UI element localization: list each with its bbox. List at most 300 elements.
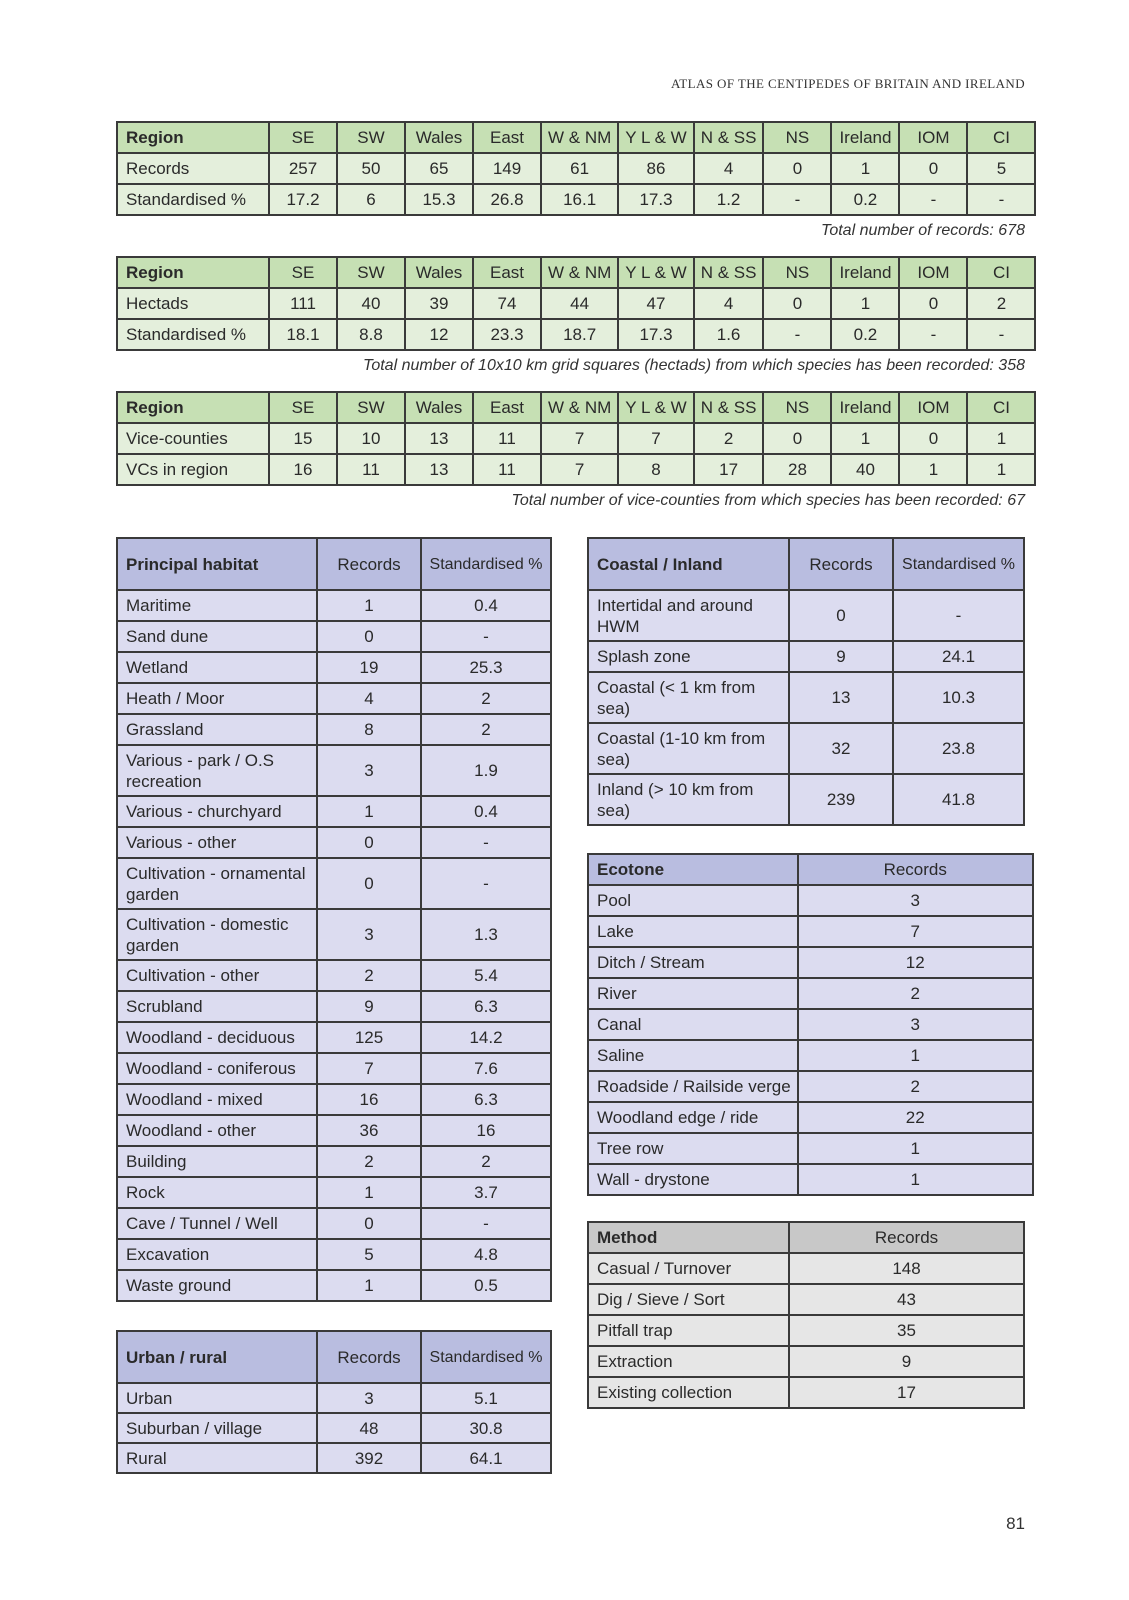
row-label: Various - other	[117, 827, 317, 858]
table-row	[588, 590, 1024, 641]
table-cell: 0	[899, 153, 967, 184]
table-cell: 3	[798, 885, 1033, 916]
col-header: N & SS	[694, 257, 764, 288]
table-cell: 17.3	[618, 184, 693, 215]
table-cell: 7	[541, 423, 618, 454]
table-row	[117, 858, 551, 909]
table-cell: 36	[317, 1115, 421, 1146]
row-label: Extraction	[588, 1346, 789, 1377]
table-cell: 1	[317, 590, 421, 621]
table-cell: 3.7	[421, 1177, 551, 1208]
row-label: Ditch / Stream	[588, 947, 798, 978]
table-row	[117, 745, 551, 796]
col-header: SW	[337, 257, 405, 288]
total-records-note: Total number of records: 678	[821, 222, 1025, 239]
table-cell: 1	[967, 423, 1035, 454]
table-cell: 2	[798, 1071, 1033, 1102]
table-row	[588, 1133, 1033, 1164]
table-cell: 9	[789, 1346, 1024, 1377]
table-cell: 0	[763, 288, 831, 319]
row-label: Maritime	[117, 590, 317, 621]
table-row	[117, 621, 551, 652]
table-cell: 4.8	[421, 1239, 551, 1270]
col-header: Y L & W	[618, 257, 693, 288]
table-row	[117, 1084, 551, 1115]
row-label: Various - park / O.S recreation	[117, 745, 317, 796]
row-label: VCs in region	[117, 454, 269, 485]
table-cell: 5	[967, 153, 1035, 184]
table-cell: 17.3	[618, 319, 693, 350]
row-label: Rural	[117, 1443, 317, 1473]
header-label: Region	[117, 257, 269, 288]
table-cell: 7.6	[421, 1053, 551, 1084]
table-cell: 30.8	[421, 1413, 551, 1443]
row-label: Waste ground	[117, 1270, 317, 1301]
table-cell: 65	[405, 153, 473, 184]
table-header-row	[117, 122, 1035, 153]
table-row	[588, 978, 1033, 1009]
table-cell: 13	[789, 672, 893, 723]
table-cell: -	[899, 319, 967, 350]
col-header: IOM	[899, 392, 967, 423]
table-cell: 61	[541, 153, 618, 184]
col-header: Ireland	[831, 257, 899, 288]
table-cell: 44	[541, 288, 618, 319]
table-cell: 17	[789, 1377, 1024, 1408]
col-header: Records	[317, 1331, 421, 1383]
table-cell: 10.3	[893, 672, 1024, 723]
table-cell: 3	[317, 1383, 421, 1413]
header-label: Region	[117, 122, 269, 153]
region-hectads-table	[116, 256, 1036, 351]
table-cell: 0.4	[421, 796, 551, 827]
table-row	[588, 1009, 1033, 1040]
table-cell: 0.2	[831, 184, 899, 215]
row-label: Cave / Tunnel / Well	[117, 1208, 317, 1239]
table-cell: 149	[473, 153, 541, 184]
table-cell: 26.8	[473, 184, 541, 215]
table-cell: 16	[421, 1115, 551, 1146]
header-label: Ecotone	[588, 854, 798, 885]
table-row	[117, 1413, 551, 1443]
running-header: ATLAS OF THE CENTIPEDES OF BRITAIN AND IRELAND	[670, 76, 1025, 91]
table-cell: 257	[269, 153, 337, 184]
col-header: Standardised %	[421, 538, 551, 590]
table-cell: 1	[899, 454, 967, 485]
table-cell: 7	[317, 1053, 421, 1084]
table-cell: -	[893, 590, 1024, 641]
row-label: Standardised %	[117, 319, 269, 350]
table-cell: 4	[317, 683, 421, 714]
col-header: SE	[269, 392, 337, 423]
table-cell: 2	[967, 288, 1035, 319]
table-cell: 10	[337, 423, 405, 454]
table-cell: 47	[618, 288, 693, 319]
table-row	[588, 916, 1033, 947]
col-header: IOM	[899, 122, 967, 153]
table-row	[117, 1443, 551, 1473]
row-label: Vice-counties	[117, 423, 269, 454]
row-label: Lake	[588, 916, 798, 947]
col-header: NS	[763, 392, 831, 423]
table-cell: -	[763, 319, 831, 350]
table-cell: 17	[694, 454, 764, 485]
table-cell: 2	[421, 1146, 551, 1177]
table-cell: 40	[831, 454, 899, 485]
col-header: Standardised %	[421, 1331, 551, 1383]
header-label: Urban / rural	[117, 1331, 317, 1383]
col-header: CI	[967, 122, 1035, 153]
col-header: Records	[798, 854, 1033, 885]
table-cell: 41.8	[893, 774, 1024, 825]
region-vice-counties-table	[116, 391, 1036, 486]
col-header: CI	[967, 392, 1035, 423]
row-label: Wetland	[117, 652, 317, 683]
table-row	[117, 796, 551, 827]
table-cell: 0.2	[831, 319, 899, 350]
row-label: Splash zone	[588, 641, 789, 672]
table-cell: 7	[618, 423, 693, 454]
table-row	[588, 1377, 1024, 1408]
row-label: River	[588, 978, 798, 1009]
col-header: W & NM	[541, 392, 618, 423]
table-cell: -	[967, 184, 1035, 215]
row-label: Tree row	[588, 1133, 798, 1164]
table-row	[117, 1146, 551, 1177]
col-header: SW	[337, 122, 405, 153]
table-cell: -	[899, 184, 967, 215]
col-header: Ireland	[831, 392, 899, 423]
table-cell: 8	[618, 454, 693, 485]
table-cell: 35	[789, 1315, 1024, 1346]
table-cell: 25.3	[421, 652, 551, 683]
table-cell: 0	[899, 423, 967, 454]
table-cell: 23.8	[893, 723, 1024, 774]
table-header-row	[588, 538, 1024, 590]
table-cell: 14.2	[421, 1022, 551, 1053]
table-header-row	[117, 1331, 551, 1383]
table-row	[588, 1284, 1024, 1315]
table-cell: 15	[269, 423, 337, 454]
coastal-inland-table	[587, 537, 1025, 826]
table-cell: 48	[317, 1413, 421, 1443]
table-cell: 0	[899, 288, 967, 319]
table-row	[117, 184, 1035, 215]
table-cell: 1.2	[694, 184, 764, 215]
table-header-row	[117, 538, 551, 590]
row-label: Records	[117, 153, 269, 184]
row-label: Intertidal and around HWM	[588, 590, 789, 641]
table-row	[117, 652, 551, 683]
row-label: Rock	[117, 1177, 317, 1208]
table-cell: 43	[789, 1284, 1024, 1315]
row-label: Scrubland	[117, 991, 317, 1022]
table-row	[117, 909, 551, 960]
table-cell: -	[967, 319, 1035, 350]
row-label: Cultivation - other	[117, 960, 317, 991]
page-number: 81	[1006, 1514, 1025, 1533]
table-cell: 28	[763, 454, 831, 485]
table-header-row	[117, 257, 1035, 288]
table-cell: 15.3	[405, 184, 473, 215]
table-cell: 0	[789, 590, 893, 641]
table-cell: 0	[763, 153, 831, 184]
row-label: Heath / Moor	[117, 683, 317, 714]
table-cell: 24.1	[893, 641, 1024, 672]
row-label: Woodland - coniferous	[117, 1053, 317, 1084]
urban-rural-table	[116, 1330, 552, 1474]
row-label: Various - churchyard	[117, 796, 317, 827]
col-header: N & SS	[694, 392, 764, 423]
table-row	[588, 885, 1033, 916]
row-label: Excavation	[117, 1239, 317, 1270]
table-cell: 1	[831, 153, 899, 184]
table-cell: 11	[337, 454, 405, 485]
table-cell: 18.1	[269, 319, 337, 350]
table-cell: 18.7	[541, 319, 618, 350]
total-hectads-note: Total number of 10x10 km grid squares (hectads) from which species has been recorded: 358	[363, 357, 1025, 374]
table-cell: 2	[317, 960, 421, 991]
row-label: Saline	[588, 1040, 798, 1071]
table-cell: 1	[798, 1040, 1033, 1071]
table-cell: 12	[798, 947, 1033, 978]
table-row	[117, 1022, 551, 1053]
table-row	[117, 827, 551, 858]
col-header: East	[473, 257, 541, 288]
col-header: N & SS	[694, 122, 764, 153]
table-row	[588, 1315, 1024, 1346]
table-cell: 16.1	[541, 184, 618, 215]
row-label: Dig / Sieve / Sort	[588, 1284, 789, 1315]
table-cell: 1	[317, 796, 421, 827]
col-header: Wales	[405, 122, 473, 153]
table-cell: 0	[317, 827, 421, 858]
col-header: Y L & W	[618, 392, 693, 423]
table-cell: 4	[694, 153, 764, 184]
table-cell: 1	[317, 1270, 421, 1301]
table-cell: -	[421, 827, 551, 858]
table-cell: 17.2	[269, 184, 337, 215]
table-cell: 4	[694, 288, 764, 319]
table-row	[117, 153, 1035, 184]
row-label: Woodland edge / ride	[588, 1102, 798, 1133]
table-cell: 1.9	[421, 745, 551, 796]
row-label: Canal	[588, 1009, 798, 1040]
table-cell: 40	[337, 288, 405, 319]
col-header: Records	[789, 538, 893, 590]
table-row	[117, 1177, 551, 1208]
table-row	[117, 1115, 551, 1146]
table-row	[588, 1102, 1033, 1133]
row-label: Wall - drystone	[588, 1164, 798, 1195]
table-cell: 2	[317, 1146, 421, 1177]
table-cell: 3	[317, 745, 421, 796]
table-cell: 22	[798, 1102, 1033, 1133]
table-cell: 6.3	[421, 1084, 551, 1115]
col-header: SE	[269, 122, 337, 153]
row-label: Casual / Turnover	[588, 1253, 789, 1284]
table-row	[588, 1040, 1033, 1071]
header-label: Region	[117, 392, 269, 423]
table-cell: 1	[831, 288, 899, 319]
table-cell: 3	[317, 909, 421, 960]
table-cell: 13	[405, 423, 473, 454]
table-row	[117, 1053, 551, 1084]
table-header-row	[588, 854, 1033, 885]
table-cell: 39	[405, 288, 473, 319]
table-cell: 2	[421, 714, 551, 745]
table-cell: 1	[798, 1133, 1033, 1164]
region-records-table	[116, 121, 1036, 216]
table-row	[117, 991, 551, 1022]
table-row	[588, 947, 1033, 978]
table-cell: 125	[317, 1022, 421, 1053]
col-header: SE	[269, 257, 337, 288]
table-cell: 111	[269, 288, 337, 319]
row-label: Pool	[588, 885, 798, 916]
table-cell: 86	[618, 153, 693, 184]
row-label: Cultivation - domestic garden	[117, 909, 317, 960]
table-cell: 2	[798, 978, 1033, 1009]
table-row	[588, 1164, 1033, 1195]
row-label: Woodland - deciduous	[117, 1022, 317, 1053]
table-cell: 1	[798, 1164, 1033, 1195]
table-row	[117, 960, 551, 991]
table-cell: 392	[317, 1443, 421, 1473]
col-header: East	[473, 392, 541, 423]
col-header: Wales	[405, 392, 473, 423]
table-row	[588, 723, 1024, 774]
row-label: Pitfall trap	[588, 1315, 789, 1346]
row-label: Urban	[117, 1383, 317, 1413]
table-cell: 1.6	[694, 319, 764, 350]
table-row	[117, 1383, 551, 1413]
row-label: Coastal (< 1 km from sea)	[588, 672, 789, 723]
table-cell: -	[421, 1208, 551, 1239]
table-cell: 5.4	[421, 960, 551, 991]
col-header: Standardised %	[893, 538, 1024, 590]
col-header: W & NM	[541, 257, 618, 288]
table-cell: 0.5	[421, 1270, 551, 1301]
row-label: Roadside / Railside verge	[588, 1071, 798, 1102]
table-cell: 16	[269, 454, 337, 485]
table-cell: 74	[473, 288, 541, 319]
header-label: Principal habitat	[117, 538, 317, 590]
table-row	[588, 672, 1024, 723]
table-cell: 0	[317, 858, 421, 909]
table-cell: 5	[317, 1239, 421, 1270]
total-vice-counties-note: Total number of vice-counties from which species has been recorded: 67	[511, 492, 1025, 509]
table-cell: 9	[789, 641, 893, 672]
table-row	[588, 1346, 1024, 1377]
table-cell: 19	[317, 652, 421, 683]
col-header: East	[473, 122, 541, 153]
table-row	[117, 288, 1035, 319]
row-label: Suburban / village	[117, 1413, 317, 1443]
col-header: Y L & W	[618, 122, 693, 153]
col-header: Records	[789, 1222, 1024, 1253]
col-header: Records	[317, 538, 421, 590]
table-header-row	[588, 1222, 1024, 1253]
table-row	[117, 590, 551, 621]
table-cell: 16	[317, 1084, 421, 1115]
col-header: Ireland	[831, 122, 899, 153]
table-row	[117, 1239, 551, 1270]
table-cell: 1	[317, 1177, 421, 1208]
row-label: Woodland - other	[117, 1115, 317, 1146]
table-row	[588, 1253, 1024, 1284]
row-label: Sand dune	[117, 621, 317, 652]
table-cell: 7	[541, 454, 618, 485]
table-cell: 3	[798, 1009, 1033, 1040]
table-row	[588, 1071, 1033, 1102]
col-header: CI	[967, 257, 1035, 288]
table-cell: 64.1	[421, 1443, 551, 1473]
table-cell: 8.8	[337, 319, 405, 350]
table-header-row	[117, 392, 1035, 423]
method-table	[587, 1221, 1025, 1409]
table-cell: 50	[337, 153, 405, 184]
table-cell: 11	[473, 423, 541, 454]
table-cell: -	[421, 621, 551, 652]
table-cell: 9	[317, 991, 421, 1022]
table-row	[588, 641, 1024, 672]
table-cell: 23.3	[473, 319, 541, 350]
table-cell: 32	[789, 723, 893, 774]
col-header: W & NM	[541, 122, 618, 153]
row-label: Existing collection	[588, 1377, 789, 1408]
row-label: Inland (> 10 km from sea)	[588, 774, 789, 825]
col-header: NS	[763, 257, 831, 288]
col-header: IOM	[899, 257, 967, 288]
table-cell: 0	[317, 621, 421, 652]
row-label: Coastal (1-10 km from sea)	[588, 723, 789, 774]
table-cell: 2	[694, 423, 764, 454]
table-cell: 5.1	[421, 1383, 551, 1413]
table-cell: 0	[763, 423, 831, 454]
table-cell: 0	[317, 1208, 421, 1239]
row-label: Cultivation - ornamental garden	[117, 858, 317, 909]
table-cell: 6.3	[421, 991, 551, 1022]
table-cell: 0.4	[421, 590, 551, 621]
row-label: Grassland	[117, 714, 317, 745]
header-label: Method	[588, 1222, 789, 1253]
table-cell: 6	[337, 184, 405, 215]
header-label: Coastal / Inland	[588, 538, 789, 590]
table-row	[117, 1208, 551, 1239]
table-cell: 148	[789, 1253, 1024, 1284]
row-label: Standardised %	[117, 184, 269, 215]
row-label: Hectads	[117, 288, 269, 319]
table-row	[117, 714, 551, 745]
table-row	[117, 683, 551, 714]
table-cell: 7	[798, 916, 1033, 947]
table-row	[117, 1270, 551, 1301]
table-row	[117, 319, 1035, 350]
table-cell: -	[763, 184, 831, 215]
table-cell: 1	[967, 454, 1035, 485]
table-row	[588, 774, 1024, 825]
table-cell: 11	[473, 454, 541, 485]
table-cell: 1	[831, 423, 899, 454]
table-cell: 8	[317, 714, 421, 745]
table-row	[117, 423, 1035, 454]
table-cell: 2	[421, 683, 551, 714]
principal-habitat-table	[116, 537, 552, 1302]
col-header: NS	[763, 122, 831, 153]
ecotone-table	[587, 853, 1034, 1196]
col-header: Wales	[405, 257, 473, 288]
